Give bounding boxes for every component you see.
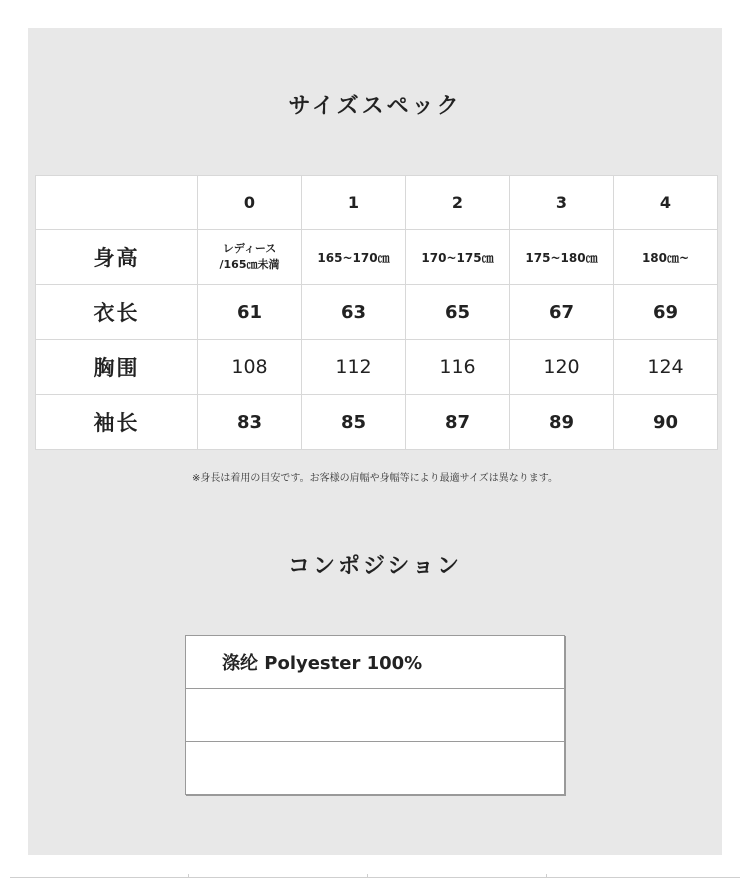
chest-cell-2: 116 [406,340,510,395]
size-header-4: 4 [614,176,718,230]
row-chest [36,340,718,395]
chest-cell-0: 108 [198,340,302,395]
size-header-1: 1 [302,176,406,230]
composition-title: コンポジション [287,554,462,579]
size-header-3: 3 [510,176,614,230]
size-note: ※身長は着用の目安です。お客様の肩幅や身幅等により最適サイズは異なります。 [192,473,558,484]
chest-cell-1: 112 [302,340,406,395]
height-cell-1: 165~170㎝ [302,230,406,285]
row-sleeve [36,395,718,450]
row-label-sleeve: 袖长 [36,395,198,450]
bottom-divider-tick [188,874,189,878]
height-cell-0 [198,230,302,285]
composition-table [185,635,565,795]
row-height [36,230,718,285]
composition-row [186,742,565,795]
bottom-divider-tick [546,874,547,878]
size-header-0: 0 [198,176,302,230]
bottom-divider [10,877,740,878]
sleeve-cell-1: 85 [302,395,406,450]
size-spec-table [35,175,718,450]
sleeve-cell-0: 83 [198,395,302,450]
chest-cell-4: 124 [614,340,718,395]
composition-cell-1 [186,689,565,742]
row-label-chest: 胸围 [36,340,198,395]
height-cell-4: 180㎝~ [614,230,718,285]
composition-row [186,636,565,689]
bottom-divider-tick [367,874,368,878]
length-cell-4: 69 [614,285,718,340]
height-cell-3: 175~180㎝ [510,230,614,285]
composition-cell-2 [186,742,565,795]
composition-row [186,689,565,742]
row-label-height: 身高 [36,230,198,285]
sleeve-cell-3: 89 [510,395,614,450]
length-cell-2: 65 [406,285,510,340]
composition-cell-0: 涤纶 Polyester 100% [186,636,565,689]
sleeve-cell-4: 90 [614,395,718,450]
height-cell-2: 170~175㎝ [406,230,510,285]
length-cell-1: 63 [302,285,406,340]
size-header-2: 2 [406,176,510,230]
chest-cell-3: 120 [510,340,614,395]
length-cell-3: 67 [510,285,614,340]
length-cell-0: 61 [198,285,302,340]
size-chart-panel [28,28,722,855]
size-spec-title: サイズスペック [288,94,462,119]
height-cell-0-text: レディース /165㎝未満 [219,242,280,271]
row-label-length: 衣长 [36,285,198,340]
row-length [36,285,718,340]
sleeve-cell-2: 87 [406,395,510,450]
corner-cell [36,176,198,230]
size-header-row [36,176,718,230]
